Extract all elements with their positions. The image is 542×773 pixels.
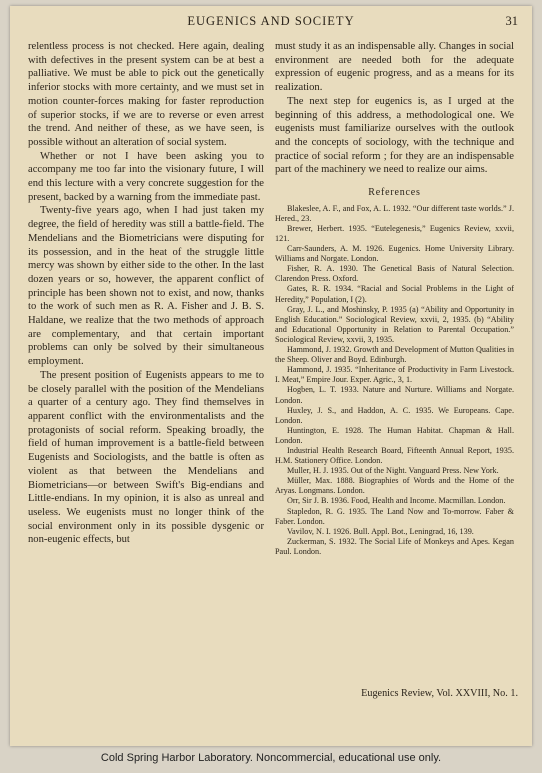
paragraph: Twenty-five years ago, when I had just taken my degree, the field of heredity was still a battle-field. The Mendelians and the Biometricians were disputing for its possession, and in the heat of the struggle little mercy was shown by either side to the other. In the last dozen years or so, however, the apparent conflict of principle has been shown not to exist, and now, thanks to the work of such men as R. A. Fisher and J. B. S. Haldane, we realize that the two methods of approach are complementary, and that certain important problems can only be solved by their simultaneous employment.	[28, 205, 264, 368]
reference-entry: Zuckerman, S. 1932. The Social Life of Monkeys and Apes. Kegan Paul. London.	[275, 536, 514, 556]
left-column	[28, 40, 264, 547]
reference-entry: Hammond, J. 1935. “Inheritance of Productivity in Farm Livestock. I. Meat,” Empire Jour. Exper. Agric., 3, 1.	[275, 365, 514, 385]
paragraph: relentless process is not checked. Here again, dealing with defectives in the present system can be at best a palliative. We must be able to pick out the genetically inferior stocks with more certainty, and we must set in motion counter-forces making for faster reproduction of superior stocks, if we are to reverse or even arrest the trend. And neither of these, as we have seen, is possible without an alteration of social system.	[28, 41, 264, 148]
paragraph: must study it as an indispensable ally. Changes in social environment are needed both for the adequate expression of eugenic progress, and as a means for its realization.	[275, 41, 514, 94]
reference-entry: Fisher, R. A. 1930. The Genetical Basis of Natural Selection. Clarendon Press. Oxford.	[275, 264, 514, 284]
paragraph: Whether or not I have been asking you to accompany me too far into the visionary future, I will end this lecture with a very concrete suggestion for the present, backed by a warning from the immediate past.	[28, 150, 264, 203]
reference-entry: Brewer, Herbert. 1935. “Eutelegenesis,” Eugenics Review, xxvii, 121.	[275, 223, 514, 244]
paragraph: The next step for eugenics is, as I urged at the beginning of this address, a methodological one. We eugenists must familiarize ourselves with the outlook and the concepts of sociology, with the technique and practice of social reform ; for they are an indispensable part of the machinery we need to realize our aims.	[275, 95, 514, 176]
reference-entry: Gray, J. L., and Moshinsky, P. 1935 (a) “Ability and Opportunity in English Education.” Sociological Review, xxvii, 2, 1935. (b) “Ability and Educational Opportunity in Relation to Parental Occupation.” Sociological Review, xxvii, 3, 1935.	[275, 304, 514, 344]
reference-entry: Vavilov, N. I. 1926. Bull. Appl. Bot., Leningrad, 16, 139.	[287, 526, 474, 536]
right-column	[275, 40, 514, 557]
journal-citation: Eugenics Review, Vol. XXVIII, No. 1.	[361, 688, 518, 699]
running-header: EUGENICS AND SOCIETY	[187, 14, 355, 28]
reference-entry: Orr, Sir J. B. 1936. Food, Health and Income. Macmillan. London.	[287, 496, 506, 506]
paragraph: The present position of Eugenists appears to me to be closely parallel with the position of the Mendelians a quarter of a century ago. They find themselves in apparent conflict with the environmentalists and the protagonists of social reform. Speaking broadly, the field of human improvement is a battle-field between Eugenists and Sociologists, and the battle is often as violent as that between the Mendelians and Biometricians—or between Swift's Big-endians and Little-endians. In my opinion, it is also as unreal and useless. We eugenists must no longer think of the social environment only in its possible dysgenic or non-eugenic effects, but	[28, 369, 264, 546]
reference-entry: Hammond, J. 1932. Growth and Development of Mutton Qualities in the Sheep. Oliver and Boyd. Edinburgh.	[275, 345, 514, 365]
references-heading: References	[368, 187, 421, 199]
page-number: 31	[505, 14, 518, 28]
reference-entry: Huntington, E. 1928. The Human Habitat. Chapman & Hall. London.	[275, 425, 514, 445]
reference-entry: Stapledon, R. G. 1935. The Land Now and To-morrow. Faber & Faber. London.	[275, 506, 514, 526]
reference-entry: Carr-Saunders, A. M. 1926. Eugenics. Home University Library. Williams and Norgate. London.	[275, 244, 514, 264]
document-page	[10, 6, 532, 746]
reference-entry: Blakeslee, A. F., and Fox, A. L. 1932. “Our different taste worlds.” J. Hered., 23.	[275, 203, 514, 223]
reference-entry: Muller, H. J. 1935. Out of the Night. Vanguard Press. New York.	[287, 466, 499, 476]
reference-entry: Müller, Max. 1888. Biographies of Words and the Home of the Aryas. Longmans. London.	[275, 476, 514, 496]
reference-entry: Industrial Health Research Board, Fifteenth Annual Report, 1935. H.M. Stationery Office. London.	[275, 445, 514, 466]
reference-entry: Huxley, J. S., and Haddon, A. C. 1935. We Europeans. Cape. London.	[275, 405, 514, 425]
reference-entry: Gates, R. R. 1934. “Racial and Social Problems in the Light of Heredity,” Population, I (2).	[275, 284, 514, 304]
archive-watermark: Cold Spring Harbor Laboratory. Noncommercial, educational use only.	[100, 752, 442, 764]
reference-entry: Hogben, L. T. 1933. Nature and Nurture. Williams and Norgate. London.	[275, 385, 514, 405]
